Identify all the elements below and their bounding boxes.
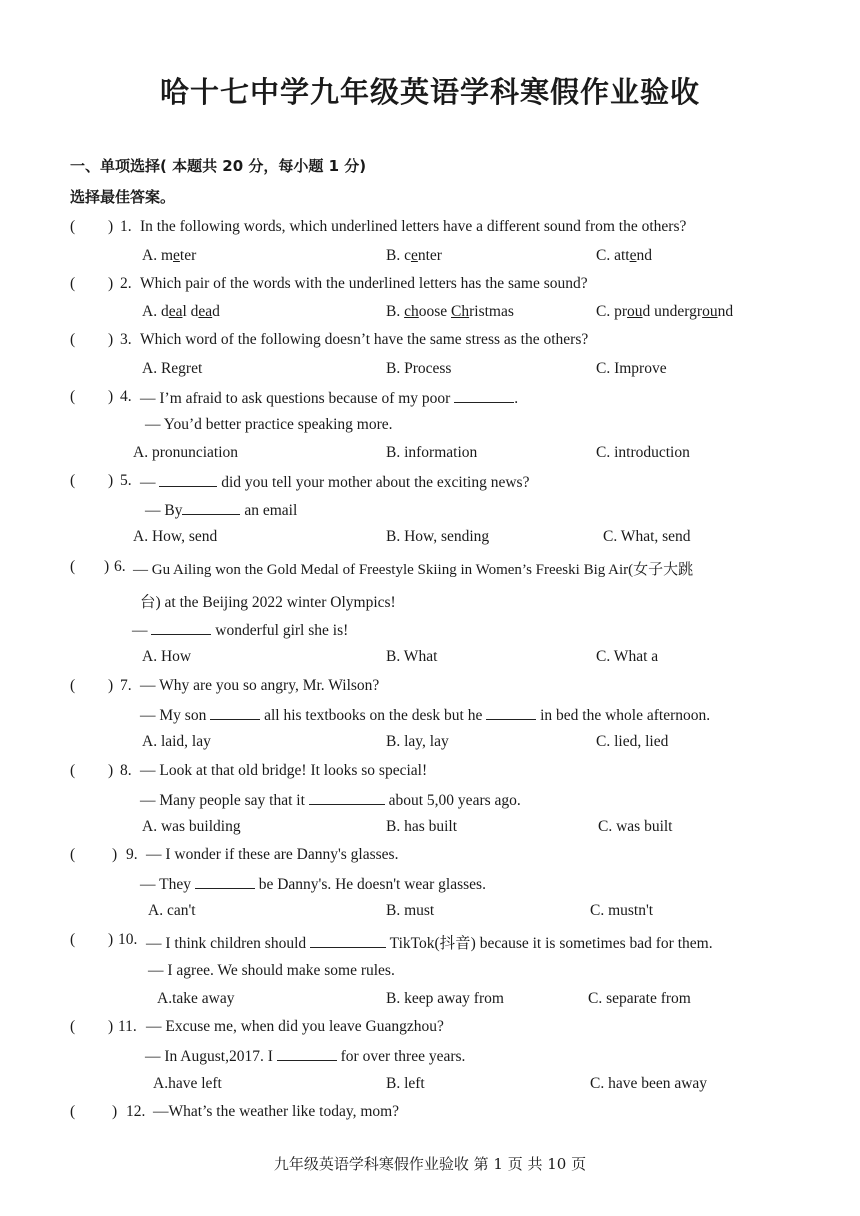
option-b: B. Process xyxy=(386,360,452,377)
answer-blank[interactable] xyxy=(182,500,240,515)
question-number: 3. xyxy=(120,331,132,348)
section-instruction: 选择最佳答案。 xyxy=(70,188,176,206)
question-text: — did you tell your mother about the exciting news? xyxy=(140,474,530,491)
question-number: 2. xyxy=(120,275,132,292)
option-c: C. Improve xyxy=(596,360,667,377)
question-number: 7. xyxy=(120,677,132,694)
page-footer: 九年级英语学科寒假作业验收 第 1 页 共 10 页 xyxy=(273,1155,587,1173)
option-a: A. How xyxy=(142,648,192,665)
question-reply: — Many people say that it about 5,00 years ago. xyxy=(140,792,521,809)
answer-paren-close: ) xyxy=(108,472,114,489)
question-reply: — In August,2017. I for over three years. xyxy=(145,1048,466,1065)
option-a: A. meter xyxy=(142,247,197,264)
answer-paren-close: ) xyxy=(108,762,114,779)
option-c: C. proud underground xyxy=(596,303,734,320)
answer-paren: ( xyxy=(70,931,76,948)
answer-paren: ( xyxy=(70,388,76,405)
question-number: 10. xyxy=(118,931,138,948)
question-number: 12. xyxy=(126,1103,146,1120)
answer-paren-close: ) xyxy=(108,388,114,405)
question-reply: — I agree. We should make some rules. xyxy=(148,962,395,979)
answer-paren-close: ) xyxy=(108,275,114,292)
option-b: B. center xyxy=(386,247,442,264)
answer-paren: ( xyxy=(70,1018,76,1035)
option-c: C. have been away xyxy=(590,1075,708,1092)
option-a: A. Regret xyxy=(142,360,203,377)
answer-paren: ( xyxy=(70,275,76,292)
option-a: A. deal dead xyxy=(142,303,220,320)
answer-paren-close: ) xyxy=(108,1018,114,1035)
question-text: — Why are you so angry, Mr. Wilson? xyxy=(140,677,380,694)
question-number: 11. xyxy=(118,1018,137,1035)
option-b: B. lay, lay xyxy=(386,733,449,750)
option-a: A.take away xyxy=(157,990,235,1007)
answer-blank[interactable] xyxy=(310,933,386,948)
option-a: A. can't xyxy=(148,902,196,919)
option-b: B. keep away from xyxy=(386,990,504,1007)
question-text: — Gu Ailing won the Gold Medal of Freestyle Skiing in Women’s Freeski Big Air(女子大跳 xyxy=(133,562,694,578)
answer-blank[interactable] xyxy=(151,620,211,635)
option-b: B. must xyxy=(386,902,435,919)
option-c: C. mustn't xyxy=(590,902,654,919)
question-number: 1. xyxy=(120,218,132,235)
answer-paren: ( xyxy=(70,677,76,694)
option-c: C. introduction xyxy=(596,444,690,461)
option-b: B. choose Christmas xyxy=(386,303,514,320)
answer-blank[interactable] xyxy=(159,472,217,487)
answer-paren: ( xyxy=(70,846,76,863)
option-c: C. lied, lied xyxy=(596,733,669,750)
answer-paren-close: ) xyxy=(108,677,114,694)
question-number: 6. xyxy=(114,558,126,575)
page-title: 哈十七中学九年级英语学科寒假作业验收 xyxy=(159,75,700,109)
option-c: C. separate from xyxy=(588,990,691,1007)
question-number: 5. xyxy=(120,472,132,489)
option-a: A. laid, lay xyxy=(142,733,211,750)
question-text: Which word of the following doesn’t have the same stress as the others? xyxy=(140,331,589,348)
option-c: C. was built xyxy=(598,818,673,835)
answer-blank[interactable] xyxy=(486,705,536,720)
option-a: A. was building xyxy=(142,818,241,835)
answer-paren: ( xyxy=(70,472,76,489)
question-reply: — My son all his textbooks on the desk but he in bed the whole afternoon. xyxy=(140,707,711,724)
option-b: B. How, sending xyxy=(386,528,490,545)
question-reply: — By an email xyxy=(145,502,298,519)
section-heading: 一、单项选择( 本题共 20 分，每小题 1 分) xyxy=(70,157,367,175)
answer-blank[interactable] xyxy=(277,1046,337,1061)
question-text: — I’m afraid to ask questions because of my poor . xyxy=(140,390,519,407)
question-number: 8. xyxy=(120,762,132,779)
answer-paren-close: ) xyxy=(112,846,118,863)
answer-blank[interactable] xyxy=(195,874,255,889)
question-text: —What’s the weather like today, mom? xyxy=(153,1103,400,1120)
question-text: Which pair of the words with the underlined letters has the same sound? xyxy=(140,275,588,292)
question-reply: — They be Danny's. He doesn't wear glasses. xyxy=(140,876,486,893)
option-a: A.have left xyxy=(153,1075,222,1092)
option-a: A. How, send xyxy=(133,528,218,545)
question-number: 4. xyxy=(120,388,132,405)
answer-paren: ( xyxy=(70,331,76,348)
answer-paren-close: ) xyxy=(108,331,114,348)
option-c: C. What, send xyxy=(603,528,691,545)
option-b: B. What xyxy=(386,648,438,665)
answer-paren: ( xyxy=(70,762,76,779)
question-reply: — wonderful girl she is! xyxy=(132,622,349,639)
answer-blank[interactable] xyxy=(309,790,385,805)
answer-blank[interactable] xyxy=(454,388,514,403)
question-text-cont: 台) at the Beijing 2022 winter Olympics! xyxy=(140,594,396,611)
question-text: In the following words, which underlined letters have a different sound from the others? xyxy=(140,218,687,235)
question-text: — Look at that old bridge! It looks so special! xyxy=(140,762,428,779)
answer-paren: ( xyxy=(70,558,76,575)
option-b: B. left xyxy=(386,1075,425,1092)
question-text: — I wonder if these are Danny's glasses. xyxy=(146,846,399,863)
answer-paren-close: ) xyxy=(108,931,114,948)
answer-paren-close: ) xyxy=(104,558,110,575)
question-text: — Excuse me, when did you leave Guangzhou? xyxy=(146,1018,444,1035)
option-b: B. information xyxy=(386,444,478,461)
option-c: C. attend xyxy=(596,247,652,264)
option-a: A. pronunciation xyxy=(133,444,239,461)
question-number: 9. xyxy=(126,846,138,863)
question-text: — I think children should TikTok(抖音) because it is sometimes bad for them. xyxy=(146,935,713,952)
answer-paren: ( xyxy=(70,1103,76,1120)
answer-paren-close: ) xyxy=(112,1103,118,1120)
option-c: C. What a xyxy=(596,648,659,665)
question-reply: — You’d better practice speaking more. xyxy=(145,416,393,433)
answer-paren: ( xyxy=(70,218,76,235)
answer-blank[interactable] xyxy=(210,705,260,720)
option-b: B. has built xyxy=(386,818,458,835)
answer-paren-close: ) xyxy=(108,218,114,235)
